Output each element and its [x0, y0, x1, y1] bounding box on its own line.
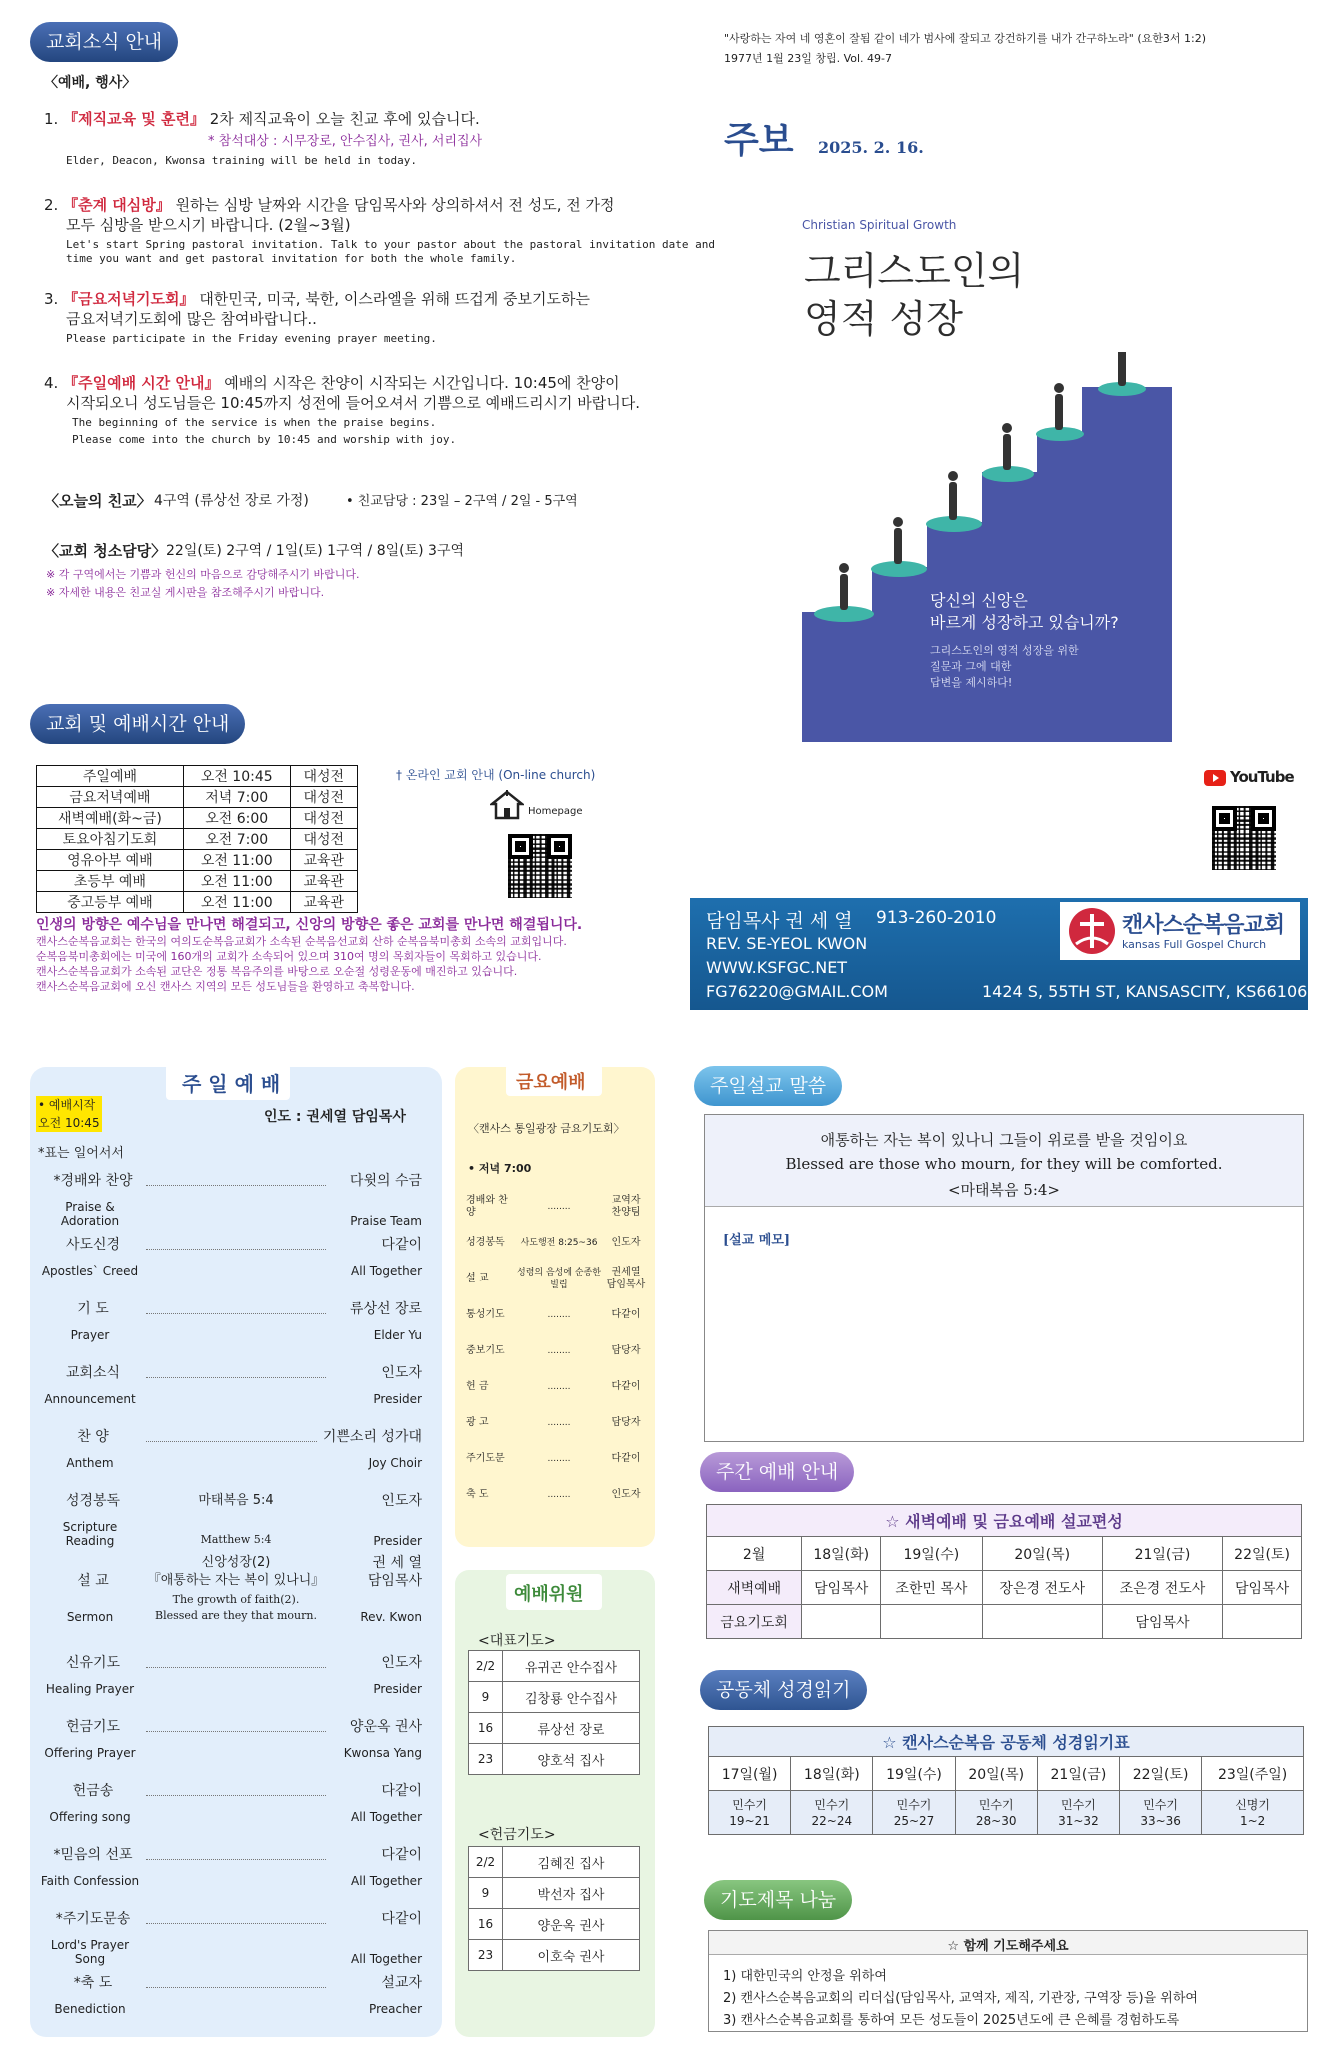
- bulletin-date: 2025. 2. 16.: [818, 138, 924, 157]
- youtube-icon: [1204, 770, 1226, 786]
- worship-item: 설 교 신앙성장(2) 『애통하는 자는 복이 있나니』 권 세 열 담임목사: [77, 1555, 422, 1589]
- worship-item-en: Sermon The growth of faith(2). Blessed are they that mourn. Rev. Kwon: [66, 1593, 422, 1624]
- committee-row: 16 류상선 장로: [469, 1713, 640, 1744]
- service-time-row: 주일예배 오전 10:45 대성전: [37, 766, 358, 787]
- friday-item: 중보기도 ........ 담당자: [466, 1345, 641, 1356]
- committee-title: 예배위원: [514, 1584, 584, 1605]
- worship-start: • 예배시작 오전 10:45: [38, 1098, 100, 1130]
- worship-item-en: Benediction Preacher: [54, 2002, 422, 2016]
- worship-item-en: Praise & Adoration Praise Team: [60, 1200, 422, 1228]
- worship-item-en: Offering Prayer Kwonsa Yang: [44, 1746, 422, 1760]
- church-intro: 캔사스순복음교회는 한국의 여의도순복음교회가 소속된 순복음선교회 산하 순복음북미총회 소속의 교회입니다. 순복음북미총회에는 미국에 160개의 교회가 소속되어 있으며 310여 명의 목회자들이 목회하고 있습니다. 캔사스순복음교회가 소속된 교단은 정통 복음주의를 바탕으로 오순절 성령운동에 매진하고 있습니다. 캔사스순복음교회에 오신 캔사스 지역의 모든 성도님들을 환영하고 축복합니다.: [36, 935, 567, 993]
- friday-item: 성경봉독 사도행전 8:25~36 인도자: [466, 1237, 641, 1248]
- schedule-pill: 교회 및 예배시간 안내: [30, 704, 245, 744]
- worship-item-en: Anthem Joy Choir: [66, 1456, 422, 1470]
- committee-row: 23 양호석 집사: [469, 1744, 640, 1775]
- worship-item-en: Announcement Presider: [44, 1392, 422, 1406]
- weekly-pill: 주간 예배 안내: [700, 1452, 854, 1492]
- friday-title: 금요예배: [516, 1072, 586, 1093]
- worship-item: 사도신경 다같이: [65, 1237, 422, 1253]
- stand-note: *표는 일어서서: [38, 1146, 124, 1161]
- friday-item: 헌 금 ........ 다같이: [466, 1381, 641, 1392]
- worship-item: 성경봉독 마태복음 5:4 인도자: [65, 1493, 422, 1509]
- bulletin-title: 주보: [724, 120, 794, 161]
- committee-row: 16 양운옥 권사: [469, 1909, 640, 1940]
- worship-item-en: Prayer Elder Yu: [70, 1328, 422, 1342]
- worship-item: 교회소식 인도자: [65, 1365, 422, 1381]
- header-founded: 1977년 1월 23일 창립. Vol. 49-7: [724, 52, 893, 65]
- committee-row: 2/2 유귀곤 안수집사: [469, 1651, 640, 1682]
- service-time-row: 중고등부 예배 오전 11:00 교육관: [37, 892, 358, 913]
- weekly-schedule-table: ☆ 새벽예배 및 금요예배 설교편성 2월 18일(화) 19일(수) 20일(목) 21일(금) 22일(토) 새벽예배 담임목사 조한민 목사 장은경 전도사 조은경 전도사 담임목사 금요기도회 담임목사: [706, 1504, 1302, 1639]
- reading-pill: 공동체 성경읽기: [700, 1670, 867, 1710]
- friday-item: 설 교 성령의 음성에 순종한 빌립 권세열 담임목사: [466, 1267, 646, 1290]
- sermon-pill: 주일설교 말씀: [694, 1066, 842, 1106]
- worship-item: *믿음의 선포 다같이: [53, 1847, 422, 1863]
- website-link[interactable]: WWW.KSFGC.NET: [706, 958, 848, 977]
- worship-item-en: Faith Confession All Together: [40, 1874, 422, 1888]
- committee-row: 23 이호숙 권사: [469, 1940, 640, 1971]
- offering-prayer-label: <헌금기도>: [478, 1827, 556, 1843]
- news-pill: 교회소식 안내: [30, 22, 178, 62]
- committee-row: 9 김창룡 안수집사: [469, 1682, 640, 1713]
- sunday-worship-title: 주 일 예 배: [182, 1072, 281, 1096]
- worship-item: *경배와 찬양 다윗의 수금: [53, 1173, 422, 1189]
- header-verse: "사랑하는 자여 네 영혼이 잘됨 같이 네가 범사에 잘되고 강건하기를 내가 간구하노라" (요한3서 1:2): [724, 32, 1207, 45]
- worship-leader: 인도 : 권세열 담임목사: [264, 1109, 406, 1125]
- friday-item: 축 도 ........ 인도자: [466, 1489, 641, 1500]
- church-home-icon: [490, 790, 524, 820]
- worship-item: 기 도 류상선 장로: [77, 1301, 422, 1317]
- friday-item: 통성기도 ........ 다같이: [466, 1309, 641, 1320]
- church-motto: 인생의 방향은 예수님을 만나면 해결되고, 신앙의 방향은 좋은 교회를 만나면 해결됩니다.: [36, 917, 583, 933]
- cover-art: Christian Spiritual Growth 그리스도인의 영적 성장 당신의 신앙은 바르게 성장하고 있습니까? 그리스도인의 영적 성장을 위한 질문과 그에 대한 답변을 제시하다!: [802, 212, 1172, 742]
- friday-item: 경배와 찬양 ........ 교역자 찬양팀: [466, 1195, 641, 1218]
- youtube-qr-code[interactable]: [1212, 806, 1276, 870]
- pastor-contact-box: 담임목사 권 세 열 913-260-2010 REV. SE-YEOL KWON WWW.KSFGC.NET FG76220@GMAIL.COM 1424 S, 55TH ST, KANSASCITY, KS66106 캔사스순복음교회 kansas Full Gospel Church: [690, 898, 1308, 1010]
- prayer-pill: 기도제목 나눔: [704, 1880, 852, 1920]
- worship-item-en: Apostles` Creed All Together: [41, 1264, 422, 1278]
- worship-item: 찬 양 기쁜소리 성가대: [77, 1429, 422, 1445]
- sermon-memo-label: [설교 메모]: [723, 1233, 791, 1248]
- committee-row: 9 박선자 집사: [469, 1878, 640, 1909]
- worship-item-en: Lord's Prayer Song All Together: [50, 1938, 422, 1966]
- church-logo: 캔사스순복음교회 kansas Full Gospel Church: [1060, 902, 1300, 960]
- homepage-qr-code[interactable]: [508, 834, 572, 898]
- worship-item-en: Offering song All Together: [49, 1810, 422, 1824]
- service-time-row: 금요저녁예배 저녁 7:00 대성전: [37, 787, 358, 808]
- worship-item-en: Scripture Reading Matthew 5:4 Presider: [62, 1520, 422, 1548]
- sermon-memo-area[interactable]: [719, 1255, 1289, 1429]
- friday-subtitle: 〈캔사스 통일광장 금요기도회〉: [468, 1122, 625, 1135]
- email-link[interactable]: FG76220@GMAIL.COM: [706, 982, 888, 1001]
- homepage-label: Homepage: [528, 806, 583, 817]
- worship-item: 헌금기도 양운옥 권사: [65, 1719, 422, 1735]
- committee-row: 2/2 김혜진 집사: [469, 1847, 640, 1878]
- online-church-label: † 온라인 교회 안내 (On-line church): [396, 768, 596, 782]
- youtube-label: YouTube: [1230, 768, 1294, 786]
- service-time-row: 초등부 예배 오전 11:00 교육관: [37, 871, 358, 892]
- friday-item: 주기도문 ........ 다같이: [466, 1453, 641, 1464]
- worship-item-en: Healing Prayer Presider: [45, 1682, 422, 1696]
- worship-item: *축 도 설교자: [73, 1975, 422, 1991]
- church-logo-icon: [1066, 906, 1118, 956]
- bible-reading-table: ☆ 캔사스순복음 공동체 성경읽기표 17일(월) 18일(화) 19일(수) 20일(목) 21일(금) 22일(토) 23일(주일) 민수기 19~21 민수기 22~24 민수기 25~27 민수기 28~30 민수기 31~32 민수기 33~36 신명기 1~2: [708, 1726, 1304, 1835]
- news-section-label: 〈예배, 행사〉: [44, 75, 137, 91]
- service-time-row: 새벽예배(화~금) 오전 6:00 대성전: [37, 808, 358, 829]
- worship-item: *주기도문송 다같이: [55, 1911, 422, 1927]
- rep-prayer-label: <대표기도>: [478, 1633, 556, 1649]
- worship-item: 신유기도 인도자: [65, 1655, 422, 1671]
- rep-prayer-table: [468, 1650, 640, 1775]
- service-time-row: 토요아침기도회 오전 7:00 대성전: [37, 829, 358, 850]
- worship-item: 헌금송 다같이: [72, 1783, 422, 1799]
- friday-time: • 저녁 7:00: [468, 1162, 532, 1175]
- service-time-row: 영유아부 예배 오전 11:00 교육관: [37, 850, 358, 871]
- friday-item: 광 고 ........ 담당자: [466, 1417, 641, 1428]
- offering-prayer-table: [468, 1846, 640, 1971]
- sermon-box: 애통하는 자는 복이 있나니 그들이 위로를 받을 것임이요 Blessed are those who mourn, for they will be comforted. <마태복음 5:4> [설교 메모]: [704, 1114, 1304, 1442]
- service-times-table: [36, 765, 358, 913]
- prayer-box: ☆ 함께 기도해주세요 1) 대한민국의 안정을 위하여 2) 캔사스순복음교회의 리더십(담임목사, 교역자, 제직, 기관장, 구역장 등)을 위하여 3) 캔사스순복음교회를 통하여 모든 성도들이 2025년도에 큰 은혜를 경험하도록: [708, 1930, 1308, 2032]
